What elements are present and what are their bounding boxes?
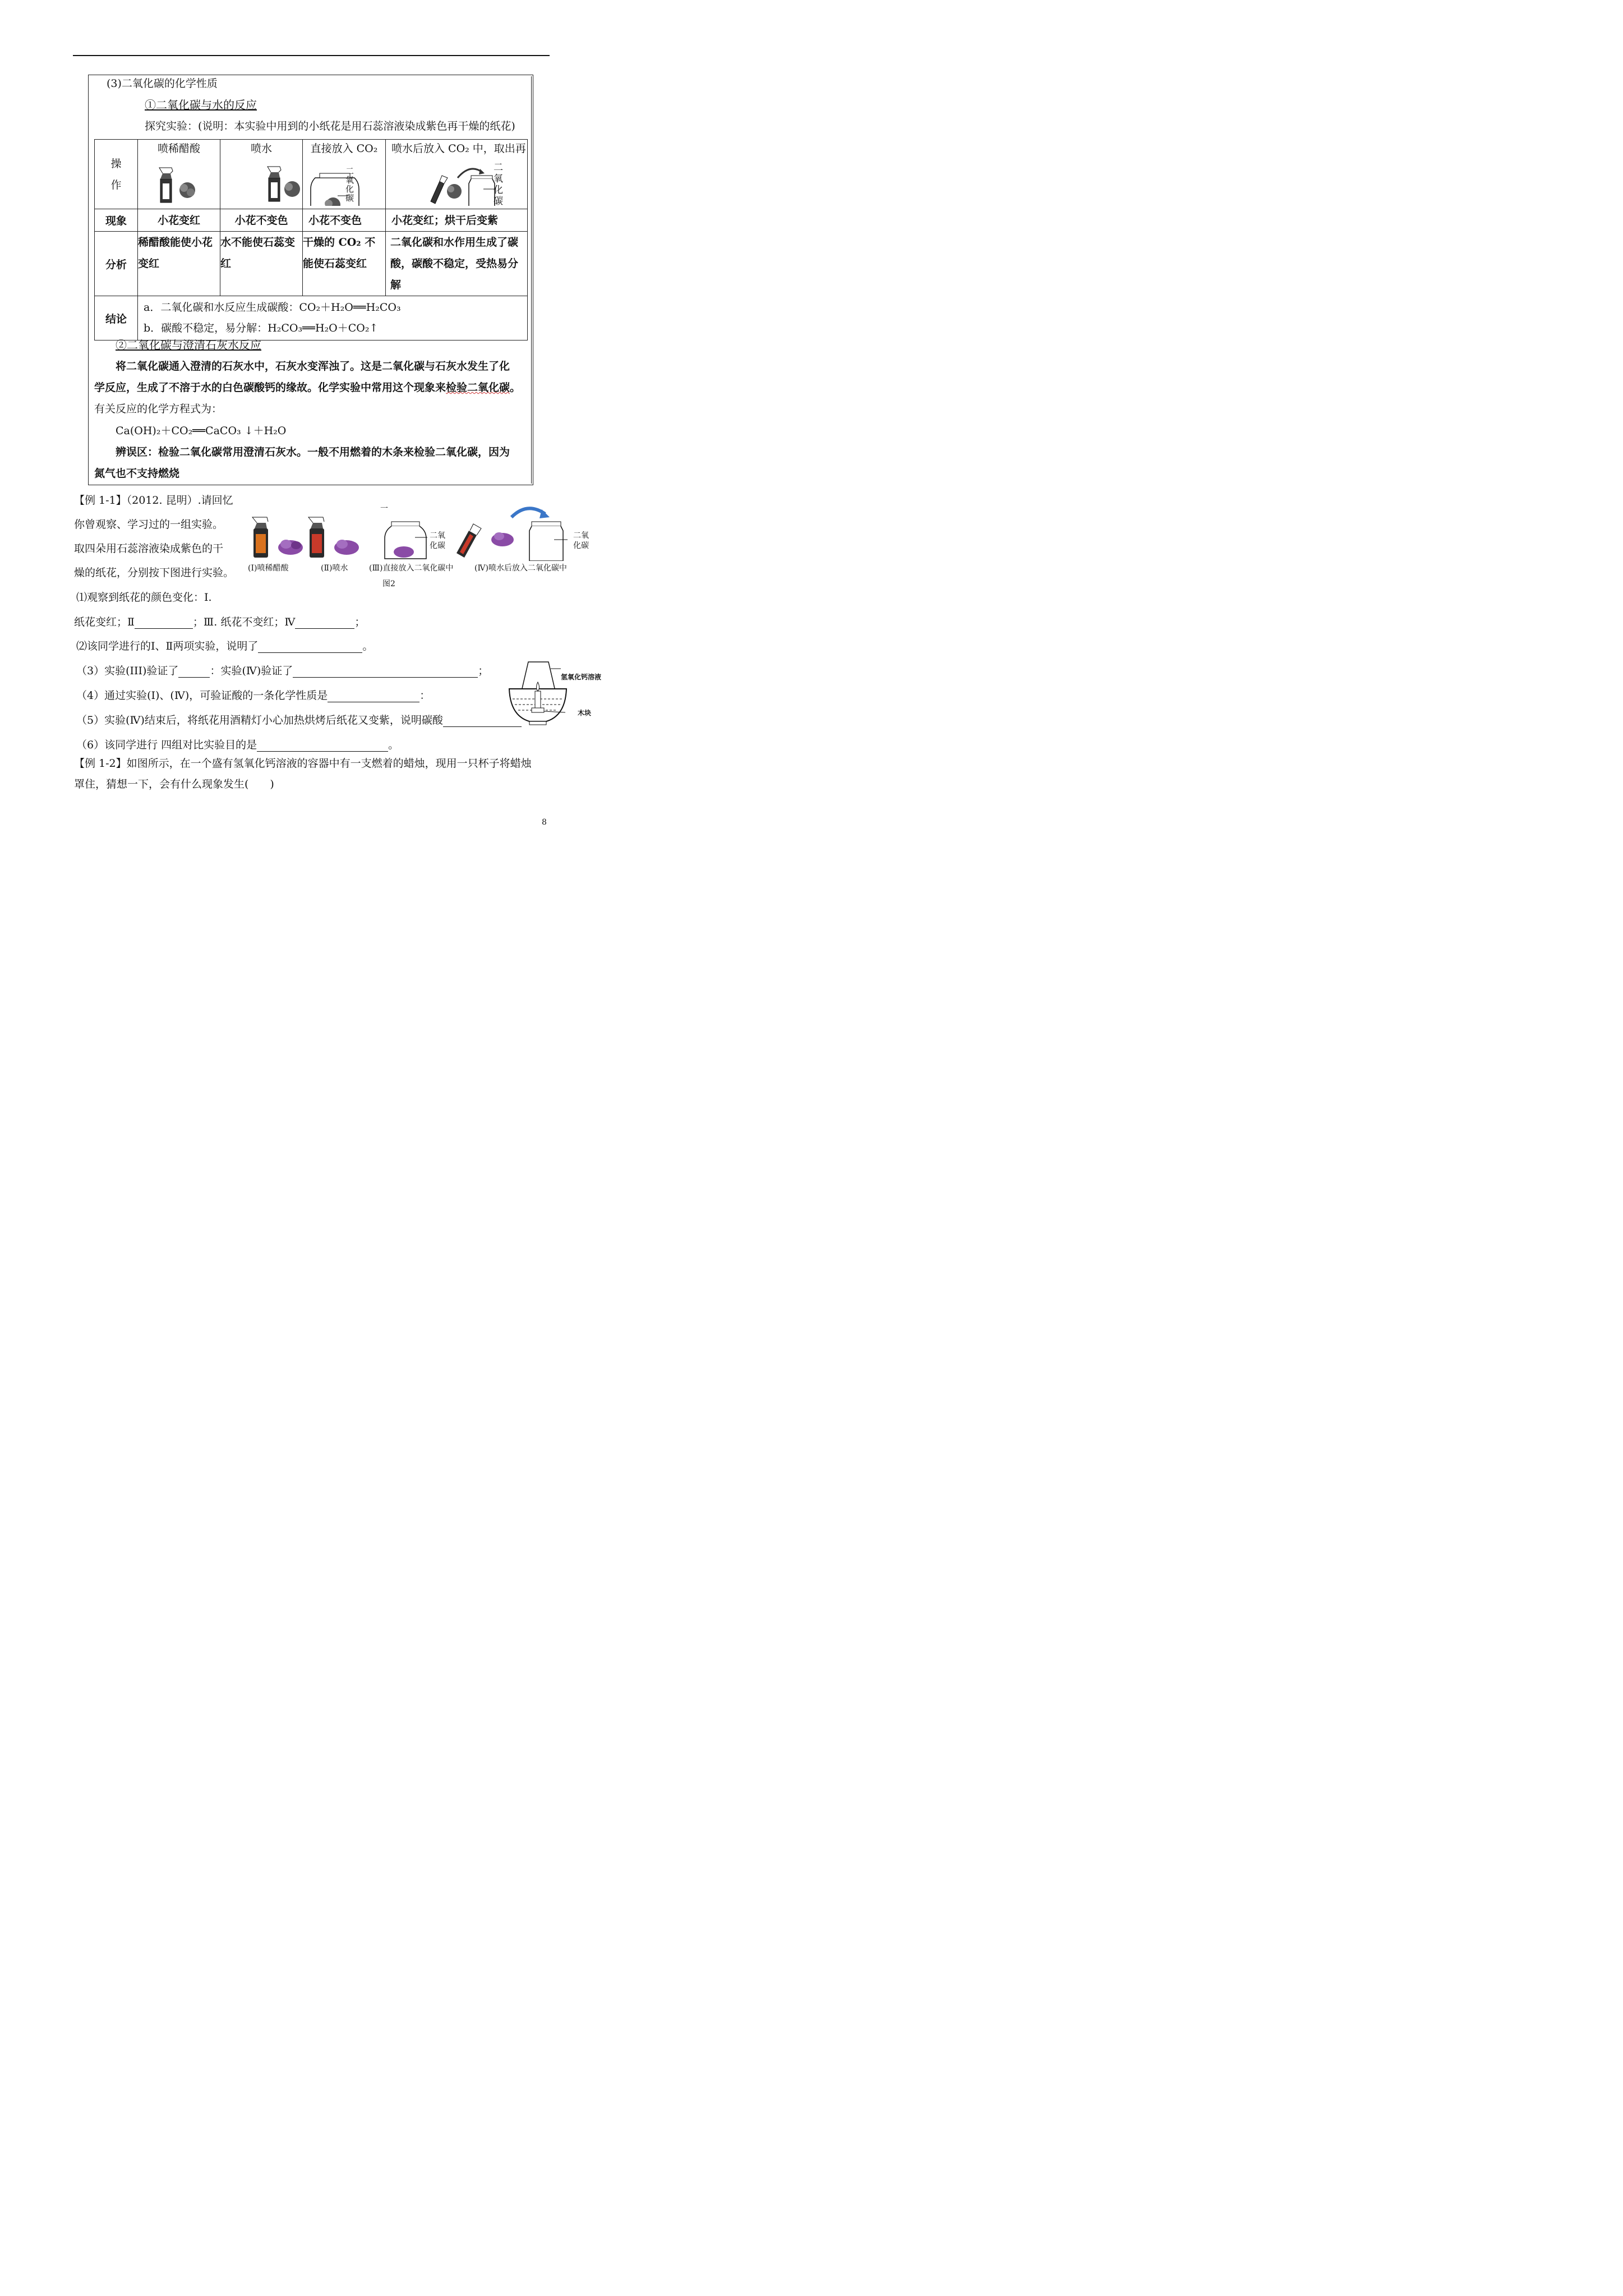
phenomenon-cell: 小花变红；烘干后变紫 <box>386 209 528 232</box>
answer-blank[interactable] <box>257 740 388 752</box>
op-cell-vinegar <box>138 140 220 209</box>
para-line-3: 有关反应的化学方程式为： <box>94 403 223 415</box>
row-label-conclusion: 结论 <box>95 296 138 341</box>
question-1-line-2: 纸花变红；Ⅱ ；Ⅲ. 纸花不变红；Ⅳ ； <box>74 616 366 628</box>
analysis-cell: 干燥的 CO₂ 不能使石蕊变红 <box>303 232 386 296</box>
example1-line-3: 取四朵用石蕊溶液染成紫色的干 <box>74 542 224 555</box>
table-row-phenomenon <box>95 209 528 232</box>
row-label-phenomenon: 现象 <box>95 209 138 232</box>
table-row-operation <box>95 140 528 209</box>
phenomenon-cell: 小花变红 <box>138 209 220 232</box>
equation-limewater: Ca(OH)₂＋CO₂══CaCO₃ ↓＋H₂O <box>116 425 287 437</box>
example2-line-1: 【例 1-2】如图所示，在一个盛有氢氧化钙溶液的容器中有一支燃着的蜡烛，现用一只杯子将蜡烛 <box>74 757 532 770</box>
op-header: 喷稀醋酸 <box>157 142 200 155</box>
analysis-cell: 二氧化碳和水作用生成了碳酸，碳酸不稳定，受热易分解 <box>386 232 528 296</box>
spray-bottle-icon <box>252 517 268 558</box>
analysis-cell: 稀醋酸能使小花变红 <box>138 232 220 296</box>
explore-note: 探究实验：(说明：本实验中用到的小纸花是用石蕊溶液染成紫色再干燥的纸花) <box>145 120 515 132</box>
example2-line-2: 罩住，猜想一下，会有什么现象发生( ) <box>74 778 274 790</box>
subsection-title-water: ①二氧化碳与水的反应 <box>145 98 257 112</box>
question-6: （6）该同学进行 四组对比实验目的是 。 <box>76 739 399 751</box>
flower-icon <box>334 540 359 555</box>
answer-blank[interactable] <box>328 691 419 702</box>
figure-jar-label-iii: 二氧 化碳 <box>430 531 445 550</box>
page-number: 8 <box>542 818 547 827</box>
spray-bottle-icon <box>308 517 324 558</box>
conclusion-b: b．碳酸不稳定，易分解：H₂CO₃══H₂O＋CO₂↑ <box>144 322 379 334</box>
example1-line-4: 燥的纸花，分别按下图进行实验。 <box>74 567 234 579</box>
mistake-line-1: 辨误区：检验二氧化碳常用澄清石灰水。一般不用燃着的木条来检验二氧化碳，因为 <box>116 446 510 458</box>
answer-blank[interactable] <box>258 641 362 653</box>
figure-label-i: (Ⅰ)喷稀醋酸 <box>248 564 289 573</box>
question-2: ⑵该同学进行的Ⅰ、Ⅱ两项实验，说明了 。 <box>76 640 374 652</box>
conclusion-cell <box>138 296 528 341</box>
answer-blank[interactable] <box>293 666 478 678</box>
para-line-2: 学反应，生成了不溶于水的白色碳酸钙的缘故。化学实验中常用这个现象来检验二氧化碳。 <box>94 381 521 394</box>
para-line-1: 将二氧化碳通入澄清的石灰水中，石灰水变浑浊了。这是二氧化碳与石灰水发生了化 <box>116 360 510 372</box>
figure-jar-label-iv: 二氧 化碳 <box>573 531 589 550</box>
op-header: 喷水后放入 CO₂ 中，取出再 <box>391 142 526 155</box>
gas-jar-icon <box>385 522 427 559</box>
question-5: （5）实验(Ⅳ)结束后，将纸花用酒精灯小心加热烘烤后纸花又变紫，说明碳酸 <box>76 714 522 727</box>
mistake-line-2: 氮气也不支持燃烧 <box>94 467 180 480</box>
figure-label-ii: (Ⅱ)喷水 <box>321 564 348 573</box>
analysis-cell: 水不能使石蕊变红 <box>220 232 303 296</box>
spray-bottle-flower-icon <box>220 155 302 206</box>
op-header: 喷水 <box>250 142 272 155</box>
figure-2-experiments <box>247 505 594 561</box>
op-cell-water-then-co2 <box>386 140 528 209</box>
header-rule <box>73 55 550 56</box>
phenomenon-cell: 小花不变色 <box>220 209 303 232</box>
row-label-analysis: 分析 <box>95 232 138 296</box>
experiment-table <box>94 139 528 341</box>
answer-blank[interactable] <box>295 617 354 629</box>
figure-mark: 一 <box>380 504 388 513</box>
gas-jar-icon <box>529 522 568 561</box>
phenomenon-cell: 小花不变色 <box>303 209 386 232</box>
label-calcium-hydroxide: 氢氧化钙溶液 <box>561 673 602 681</box>
answer-blank[interactable] <box>178 666 210 678</box>
table-row-analysis <box>95 232 528 296</box>
question-4: （4）通过实验(Ⅰ)、(Ⅳ)，可验证酸的一条化学性质是 ： <box>76 689 431 702</box>
answer-blank[interactable] <box>135 617 193 629</box>
section-title: (3)二氧化碳的化学性质 <box>107 77 218 90</box>
label-wood-block: 木块 <box>578 709 592 717</box>
keyword-test-co2: 检验二氧化碳 <box>446 381 510 394</box>
gas-jar-icon <box>303 155 385 206</box>
spray-bottle-flower-icon <box>138 155 220 206</box>
figure-label-iii: (Ⅲ)直接放入二氧化碳中 <box>369 564 454 573</box>
subsection-title-limewater: ②二氧化碳与澄清石灰水反应 <box>116 338 261 352</box>
jar-label: 二 氧 化 碳 <box>345 166 354 203</box>
question-1-line-1: ⑴观察到纸花的颜色变化：Ⅰ. <box>76 591 212 604</box>
row-label-operation: 操 作 <box>95 140 138 209</box>
flower-icon <box>491 532 514 546</box>
figure-caption: 图2 <box>382 579 395 588</box>
question-3: （3）实验(III)验证了 ：实验(Ⅳ)验证了 ； <box>76 665 489 677</box>
op-cell-water <box>220 140 303 209</box>
example1-line-2: 你曾观察、学习过的一组实验。 <box>74 518 224 531</box>
spray-bottle-icon <box>457 524 481 558</box>
table-row-conclusion <box>95 296 528 341</box>
candle-cup-figure <box>507 660 569 733</box>
spray-then-jar-icon <box>386 155 527 206</box>
op-header: 直接放入 CO₂ <box>310 142 378 155</box>
jar-label: 二 氧 化 碳 <box>494 162 503 207</box>
conclusion-a: a．二氧化碳和水反应生成碳酸：CO₂＋H₂O══H₂CO₃ <box>144 301 401 314</box>
example1-line-1: 【例 1-1】（2012. 昆明）.请回忆 <box>74 494 233 507</box>
figure-label-iv: (Ⅳ)喷水后放入二氧化碳中 <box>474 564 567 573</box>
op-cell-direct-co2 <box>303 140 386 209</box>
flower-icon <box>278 540 303 555</box>
